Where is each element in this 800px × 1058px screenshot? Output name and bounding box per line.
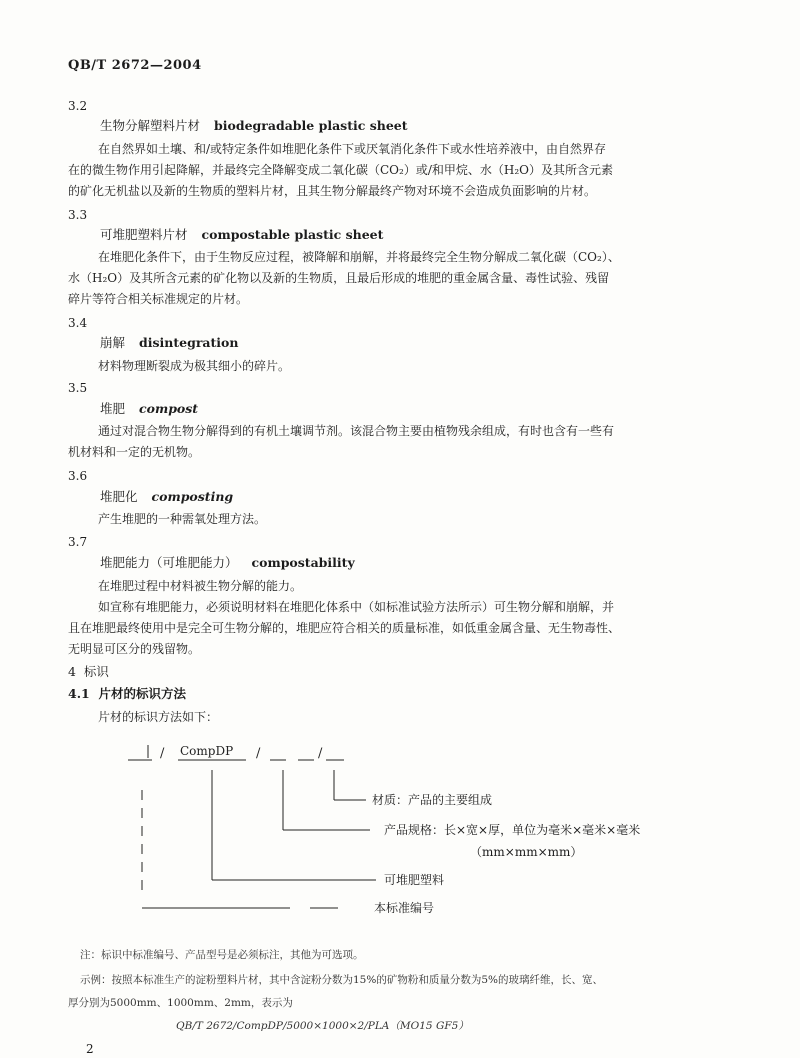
diagram-label-standard: 本标准编号 [374, 901, 435, 915]
body-line: 在自然界如土壤、和/或特定条件如堆肥化条件下或厌氧消化条件下或水性培养液中，由自然界存 [98, 142, 607, 156]
diagram-label-spec-units: （mm×mm×mm） [470, 845, 583, 859]
term-cn: 崩解 [100, 335, 126, 350]
body-line: 机材料和一定的无机物。 [68, 445, 201, 459]
body-line: 材料物理断裂成为极其细小的碎片。 [98, 359, 291, 373]
section-title: 标识 [83, 664, 109, 679]
body-line: 碎片等符合相关标准规定的片材。 [68, 292, 249, 306]
term-en: biodegradable plastic sheet [214, 118, 408, 133]
term-en: compostability [251, 555, 355, 570]
clause-number: 3.3 [68, 208, 88, 222]
body-line: 且在堆肥最终使用中是完全可生物分解的，堆肥应符合相关的质量标准，如低重金属含量、无生物毒性、 [68, 621, 621, 635]
term-en: compost [139, 401, 199, 416]
term-cn: 堆肥 [100, 401, 126, 416]
body-line: 在的微生物作用引起降解，并最终完全降解变成二氧化碳（CO₂）或/和甲烷、水（H₂O）及其所含元素 [68, 163, 613, 177]
body-line: 在堆肥过程中材料被生物分解的能力。 [98, 579, 303, 593]
clause-number: 3.5 [68, 381, 88, 395]
svg-text:/: / [318, 746, 323, 761]
body-line: 片材的标识方法如下： [98, 710, 219, 724]
body-line: 水（H₂O）及其所含元素的矿化物以及新的生物质，且最后形成的堆肥的重金属含量、毒性试验、残留 [68, 271, 610, 285]
body-line: 的矿化无机盐以及新的生物质的塑料片材，且其生物分解最终产物对环境不会造成负面影响的片材。 [68, 184, 597, 198]
clause-number: 3.6 [68, 469, 88, 483]
clause-number: 3.2 [68, 99, 88, 113]
term-en: disintegration [139, 335, 239, 350]
subsection-title: 片材的标识方法 [98, 686, 186, 701]
subsection-number: 4.1 [68, 686, 90, 701]
diagram-label-material: 材质：产品的主要组成 [372, 793, 493, 807]
term-cn: 堆肥能力（可堆肥能力） [100, 555, 238, 570]
term-cn: 可堆肥塑料片材 [100, 227, 188, 242]
diagram-label-compostable: 可堆肥塑料 [384, 873, 445, 887]
note: 注：标识中标准编号、产品型号是必须标注，其他为可选项。 [80, 949, 364, 961]
example-line: 厚分别为5000mm、1000mm、2mm，表示为 [68, 997, 293, 1009]
clause-number: 3.4 [68, 316, 88, 330]
example-line: 示例：按照本标准生产的淀粉塑料片材，其中含淀粉分数为15%的矿物粉和质量分数为5%的玻璃纤维，长、宽、 [80, 974, 603, 986]
svg-text:/: / [160, 746, 165, 761]
page-number: 2 [86, 1042, 94, 1056]
diagram-label-spec: 产品规格：长×宽×厚，单位为毫米×毫米×毫米 [384, 823, 641, 837]
diagram-code: CompDP [180, 744, 234, 758]
example-code: QB/T 2672/CompDP/5000×1000×2/PLA（MO15 GF5） [176, 1020, 469, 1032]
body-line: 如宣称有堆肥能力，必须说明材料在堆肥化体系中（如标准试验方法所示）可生物分解和崩解，并 [98, 600, 615, 614]
term-cn: 堆肥化 [100, 489, 138, 504]
body-line: 产生堆肥的一种需氧处理方法。 [98, 512, 267, 526]
document-code: QB/T 2672—2004 [68, 58, 202, 73]
term-en: composting [151, 489, 234, 504]
term-en: compostable plastic sheet [201, 227, 384, 242]
clause-number: 3.7 [68, 535, 88, 549]
term-cn: 生物分解塑料片材 [100, 118, 201, 133]
body-line: 通过对混合物生物分解得到的有机土壤调节剂。该混合物主要由植物残余组成，有时也含有一些有 [98, 424, 615, 438]
body-line: 在堆肥化条件下，由于生物反应过程，被降解和崩解，并将最终完全生物分解成二氧化碳（CO₂）、 [98, 250, 620, 264]
svg-text:/: / [256, 746, 261, 761]
body-line: 无明显可区分的残留物。 [68, 642, 201, 656]
section-number: 4 [68, 664, 76, 679]
